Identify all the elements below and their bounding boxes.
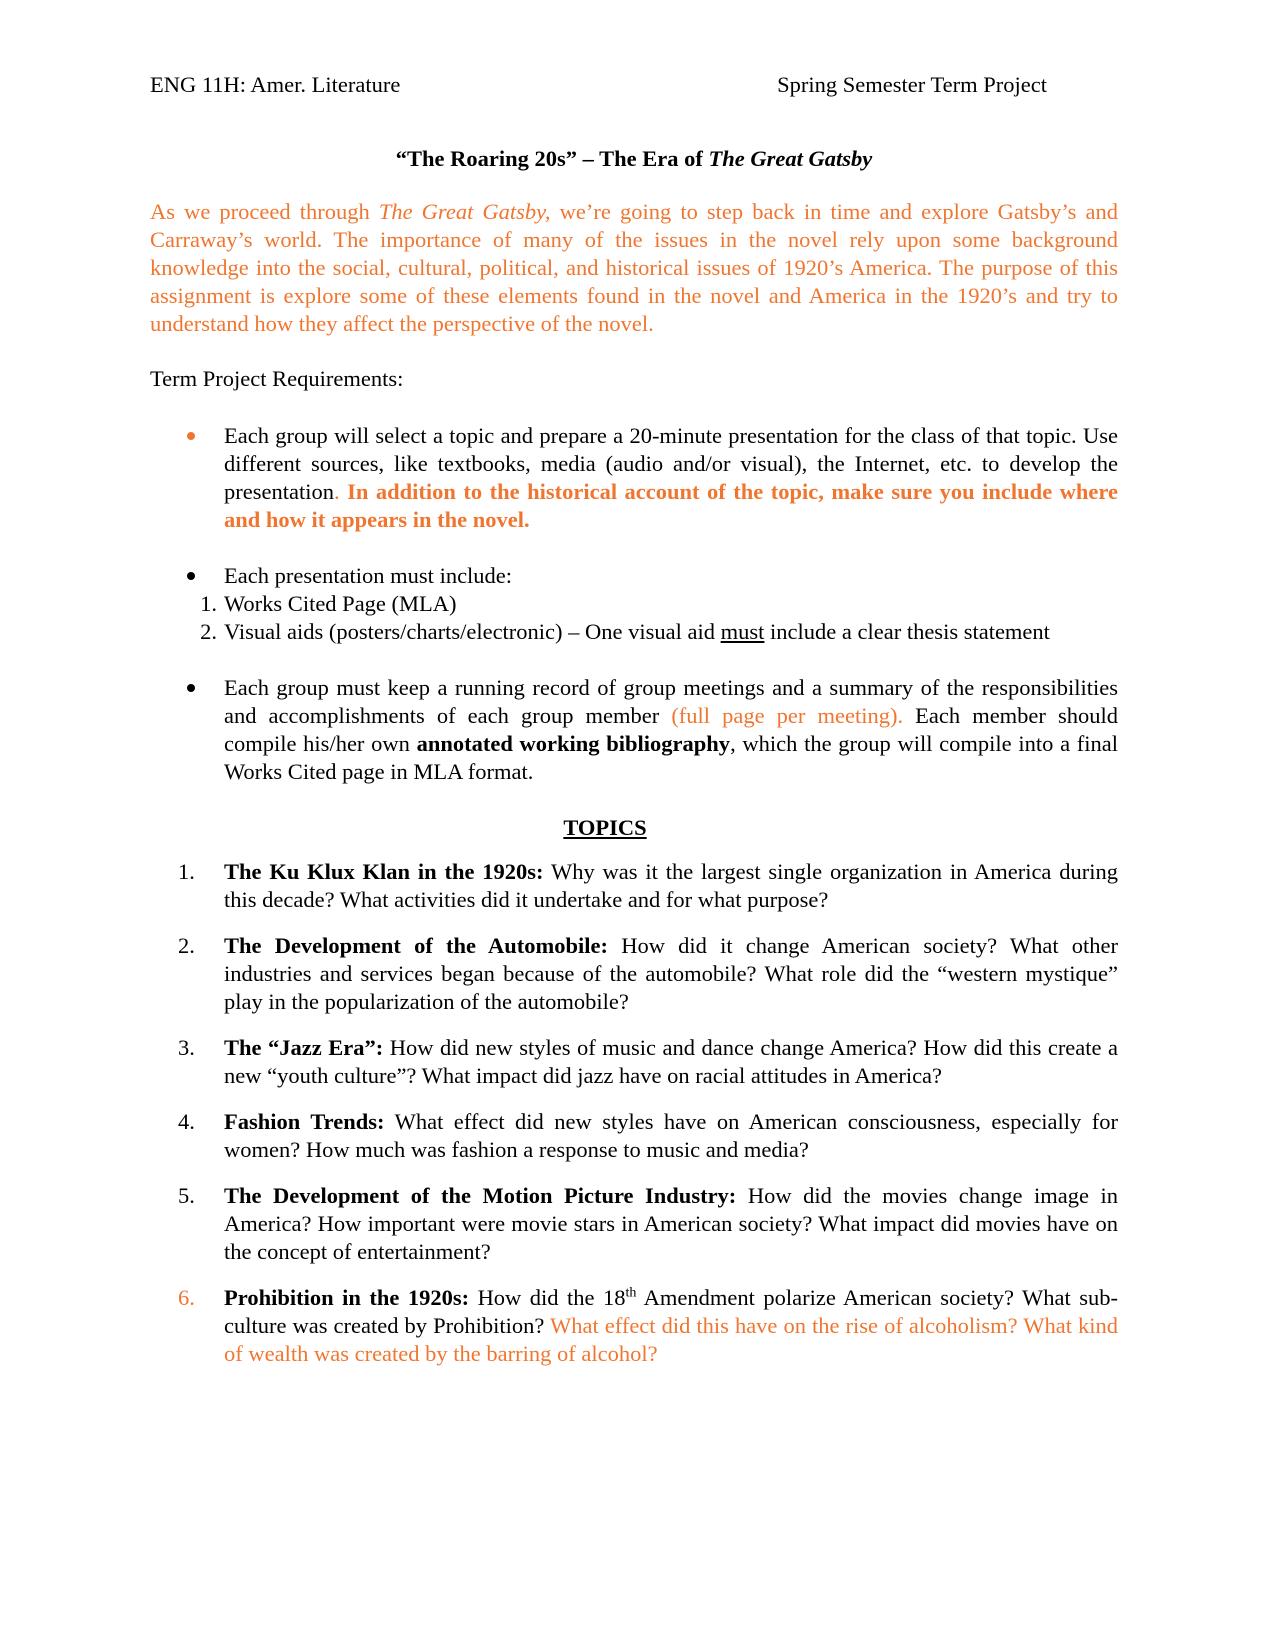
document-title	[150, 145, 1118, 173]
presentation-includes-list	[150, 590, 1118, 646]
topic-text: How did it change American society? What other industries and services began because of the automobile? What role did the “western mystique” play in the popularization of the automobile?	[224, 933, 1118, 1014]
intro-paragraph	[150, 198, 1118, 338]
topic-title: The Development of the Motion Picture Industry:	[224, 1183, 737, 1208]
list-underline: must	[720, 619, 765, 644]
page-header	[150, 71, 1047, 99]
intro-book-title: The Great Gatsby,	[378, 199, 551, 224]
topics-list	[150, 858, 1118, 1368]
topic-title: The “Jazz Era”:	[224, 1035, 384, 1060]
requirement-emphasis: In addition to the historical account of the topic, make sure you include where and how it appears in the novel.	[224, 479, 1118, 532]
topic-number: 1.	[178, 859, 195, 884]
intro-text-post: we’re going to step back in time and explore Gatsby’s and Carraway’s world. The importance of many of the issues in the novel rely upon some background knowledge into the social, cultural, political, and historical issues of 1920’s America. The purpose of this assignment is explore some of these elements found in the novel and America in the 1920’s and try to understand how they affect the perspective of the novel.	[150, 199, 1118, 336]
list-text: include a clear thesis statement	[764, 619, 1050, 644]
requirement-note: (full page per meeting).	[671, 703, 904, 728]
list-number: 1.	[200, 591, 217, 616]
topic-item	[150, 1034, 1118, 1090]
topic-text: How did new styles of music and dance change America? How did this create a new “youth culture”? What impact did jazz have on racial attitudes in America?	[224, 1035, 1119, 1088]
list-number: 2.	[200, 619, 217, 644]
topic-text: What effect did new styles have on American consciousness, especially for women? How much was fashion a response to music and media?	[224, 1109, 1118, 1162]
topic-note: What effect did this have on the rise of alcoholism? What kind of wealth was created by the barring of alcohol?	[224, 1313, 1118, 1366]
document-page	[150, 71, 1118, 1368]
list-item	[200, 618, 1118, 646]
project-label: Spring Semester Term Project	[777, 72, 1047, 97]
list-text: Works Cited Page (MLA)	[224, 591, 457, 616]
requirement-text: Each group must keep a running record of group meetings and a summary of the responsibilities and accomplishments of each group member	[224, 675, 1118, 728]
topic-title: The Development of the Automobile:	[224, 933, 608, 958]
topic-superscript: th	[625, 1285, 637, 1301]
topic-title: The Ku Klux Klan in the 1920s:	[224, 859, 544, 884]
topic-item	[150, 932, 1118, 1016]
bullet-icon	[187, 432, 195, 440]
topic-item	[150, 1108, 1118, 1164]
topic-title: Prohibition in the 1920s:	[224, 1285, 470, 1310]
topics-heading: TOPICS	[563, 815, 647, 840]
requirement-item	[150, 422, 1118, 534]
requirement-item	[150, 674, 1118, 786]
requirement-text: Each group will select a topic and prepare a 20-minute presentation for the class of that topic. Use different sources, like textbooks, media (audio and/or visual), the Internet, etc. to develop the presentation	[224, 423, 1118, 504]
requirement-period: .	[333, 479, 340, 504]
topic-item	[150, 1284, 1118, 1368]
bullet-icon	[187, 684, 195, 692]
topic-item	[150, 858, 1118, 914]
list-text: Visual aids (posters/charts/electronic) – One visual aid	[224, 619, 721, 644]
requirements-list-continued	[150, 674, 1118, 786]
title-italic: The Great Gatsby	[708, 146, 873, 171]
requirement-text: Each presentation must include:	[224, 563, 513, 588]
requirement-text: , which the group will compile into a final Works Cited page in MLA format.	[224, 731, 1118, 784]
topic-text: Amendment polarize American society? What sub-culture was created by Prohibition?	[224, 1285, 1118, 1338]
topic-number: 3.	[178, 1035, 195, 1060]
course-name: ENG 11H: Amer. Literature	[150, 72, 401, 97]
bullet-icon	[187, 572, 195, 580]
requirement-text: Each member should compile his/her own	[224, 703, 1118, 756]
topic-number: 4.	[178, 1109, 195, 1134]
topic-number: 6.	[178, 1285, 195, 1310]
topic-number: 2.	[178, 933, 195, 958]
topic-number: 5.	[178, 1183, 195, 1208]
requirement-item	[150, 562, 1118, 590]
topic-text: How did the 18	[469, 1285, 626, 1310]
topic-title: Fashion Trends:	[224, 1109, 385, 1134]
requirements-list	[150, 422, 1118, 590]
requirement-emphasis: annotated working bibliography	[416, 731, 731, 756]
topic-text: Why was it the largest single organization in America during this decade? What activities did it undertake and for what purpose?	[224, 859, 1118, 912]
requirements-heading: Term Project Requirements:	[150, 366, 404, 391]
title-text: “The Roaring 20s” – The Era of	[395, 146, 709, 171]
intro-text-pre: As we proceed through	[150, 199, 379, 224]
topic-text: How did the movies change image in America? How important were movie stars in American society? What impact did movies have on the concept of entertainment?	[224, 1183, 1118, 1264]
topic-item	[150, 1182, 1118, 1266]
list-item	[200, 590, 1118, 618]
